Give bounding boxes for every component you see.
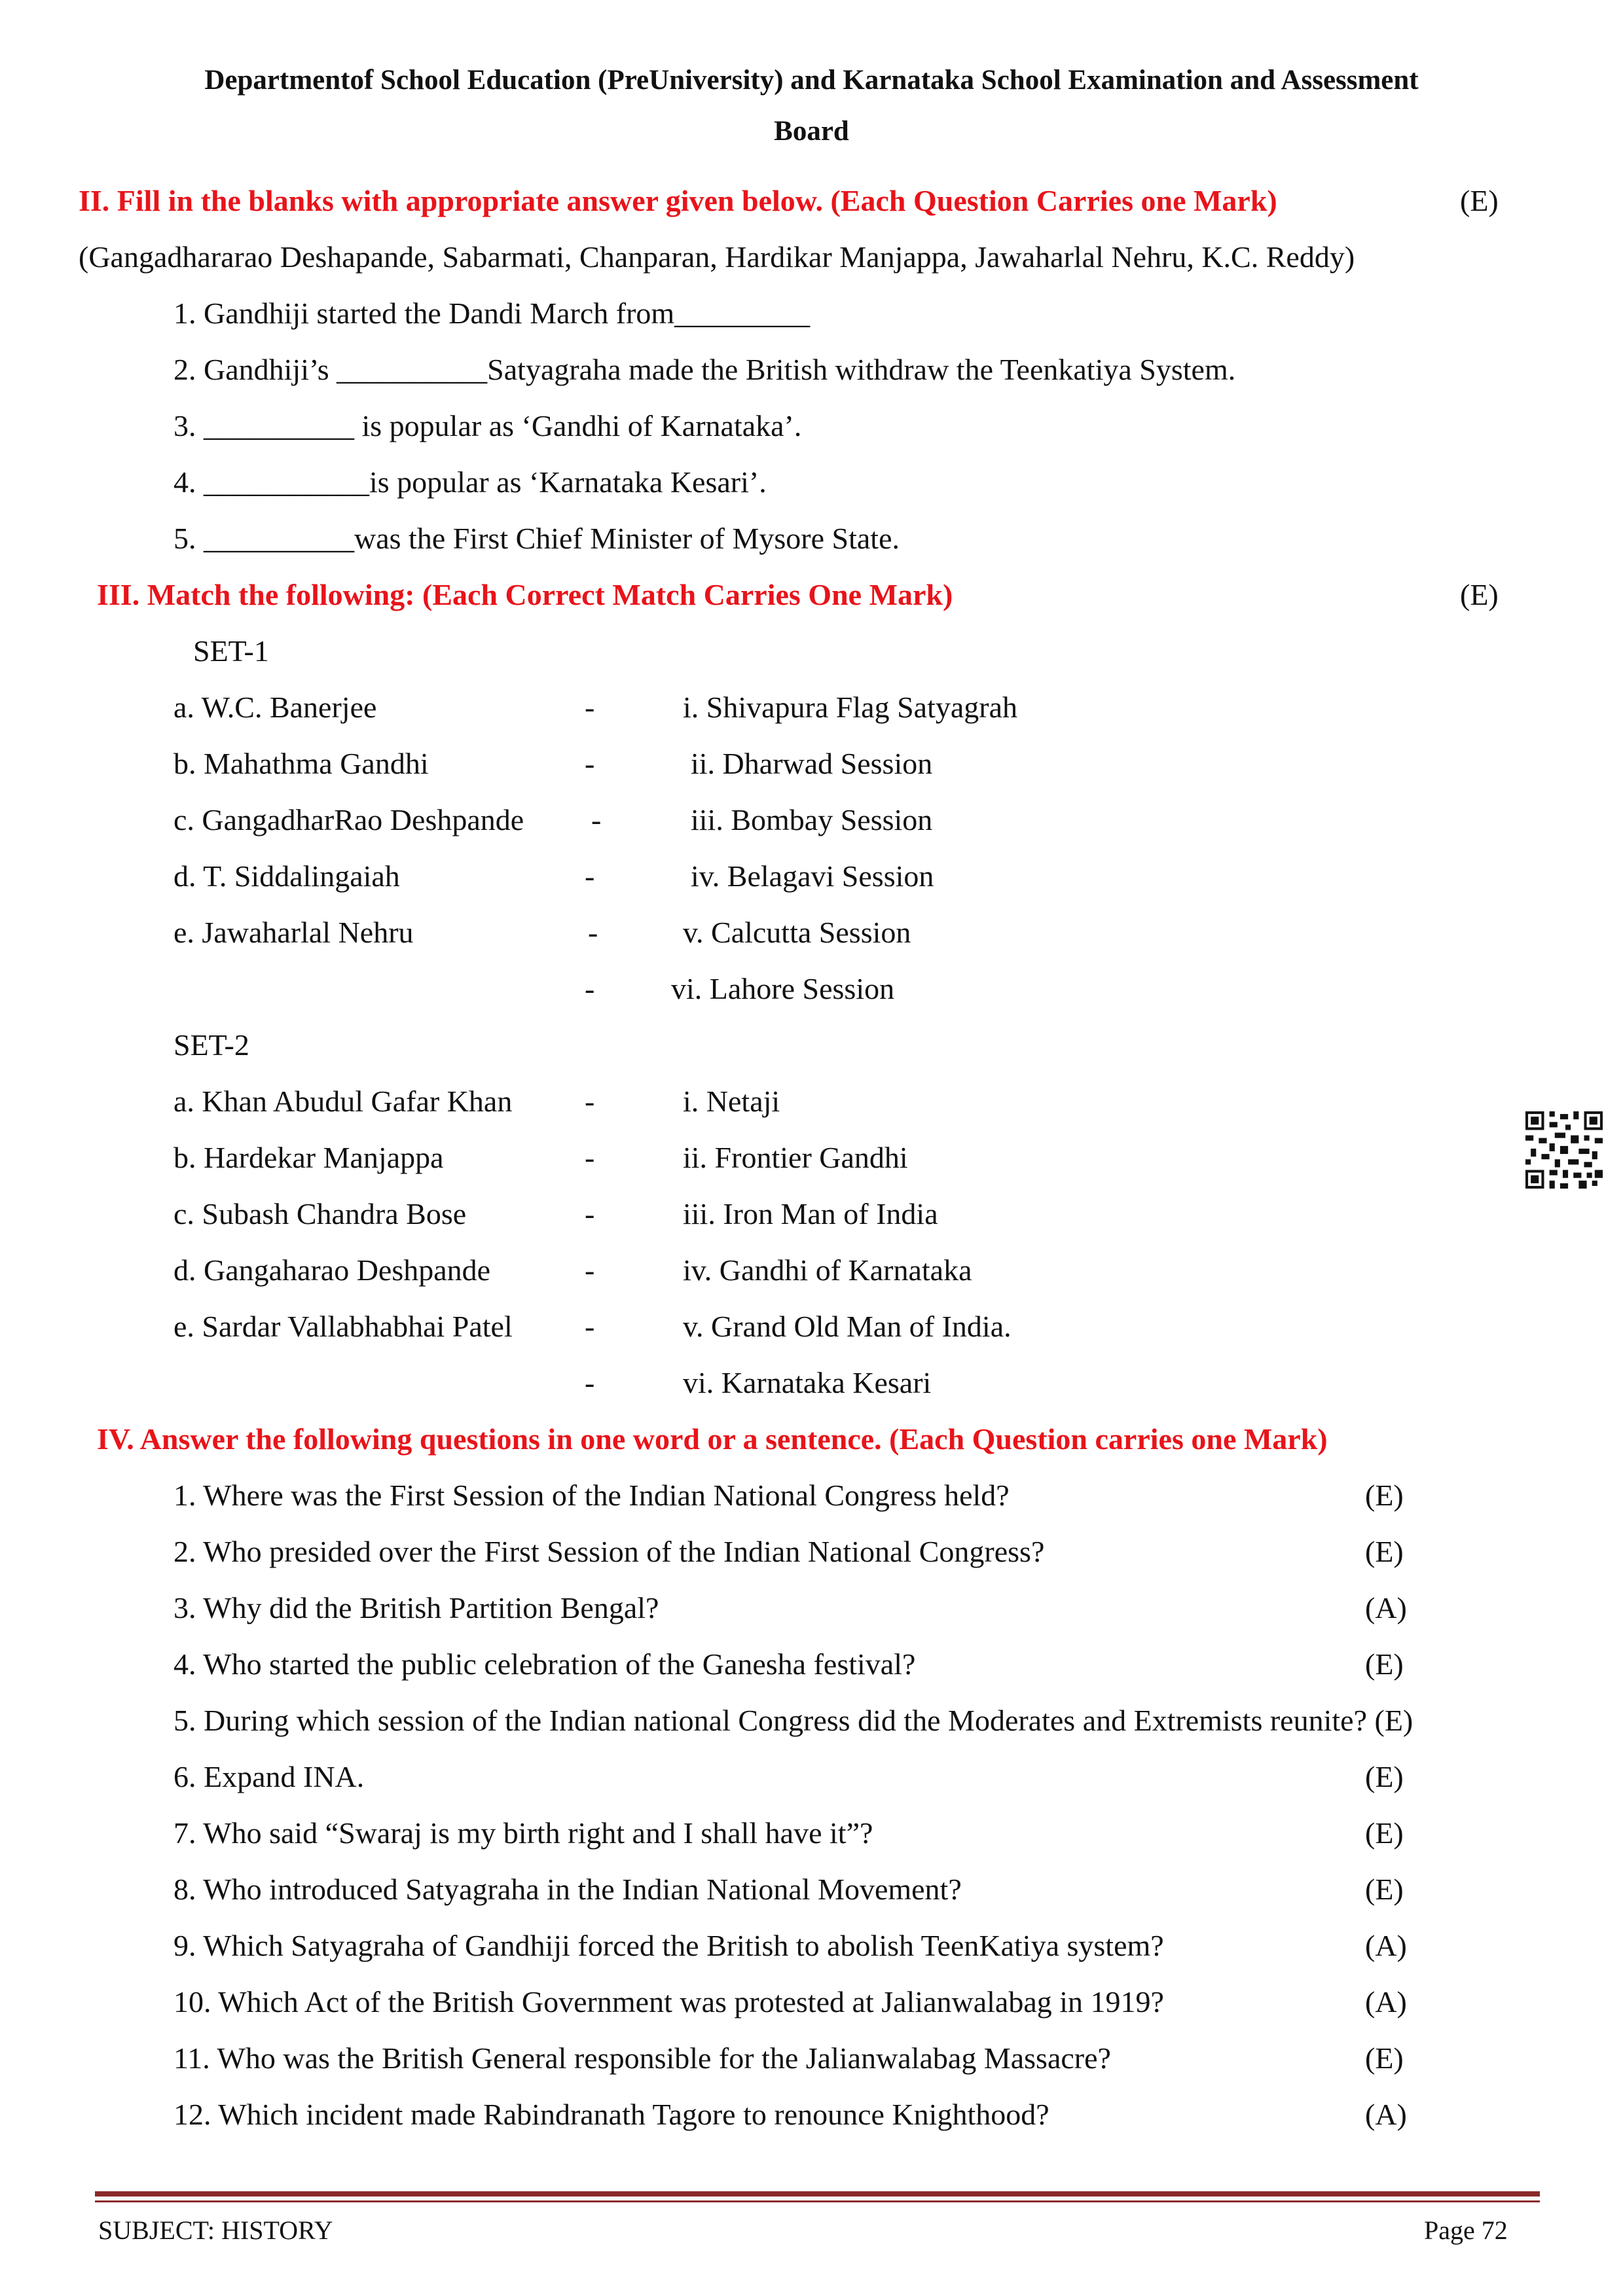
section4-title: IV. Answer the following questions in one word or a sentence. (Each Question carries one Mark)	[97, 1422, 1328, 1456]
set2-left-item: e. Sardar Vallabhabhai Patel	[173, 1310, 513, 1343]
question-tag: (A)	[1365, 2098, 1407, 2131]
set2-dash: -	[585, 1085, 595, 1118]
question-tag: (E)	[1365, 1816, 1404, 1850]
set2-left-item: c. Subash Chandra Bose	[173, 1197, 467, 1230]
set1-left-item: a. W.C. Banerjee	[173, 691, 377, 724]
question-item: 7. Who said “Swaraj is my birth right and I shall have it”?	[173, 1816, 873, 1850]
question-item: 1. Where was the First Session of the Indian National Congress held?	[173, 1479, 1010, 1512]
question-item: 6. Expand INA.	[173, 1760, 365, 1793]
section3-title: III. Match the following: (Each Correct Match Carries One Mark)	[97, 578, 953, 611]
set2-right-item: i. Netaji	[683, 1085, 780, 1118]
set1-dash: -	[585, 972, 595, 1005]
question-item: 12. Which incident made Rabindranath Tagore to renounce Knighthood?	[173, 2098, 1049, 2131]
footer-rule-thick	[95, 2191, 1540, 2197]
question-tag: (E)	[1365, 1535, 1404, 1568]
set2-left-item: d. Gangaharao Deshpande	[173, 1253, 491, 1287]
question-tag: (A)	[1365, 1929, 1407, 1962]
qr-code-icon	[1525, 1111, 1603, 1189]
set2-dash: -	[585, 1197, 595, 1230]
set1-left-item: d. T. Siddalingaiah	[173, 859, 400, 893]
set1-left-item: e. Jawaharlal Nehru	[173, 916, 414, 949]
set1-dash: -	[585, 747, 595, 780]
set2-right-item: iii. Iron Man of India	[683, 1197, 938, 1230]
set1-right-item: vi. Lahore Session	[671, 972, 895, 1005]
set1-dash: -	[585, 859, 595, 893]
header-title-line1: Departmentof School Education (PreUniversity) and Karnataka School Examination and Assessment	[204, 65, 1419, 96]
set2-right-item: iv. Gandhi of Karnataka	[683, 1253, 972, 1287]
question-item: 9. Which Satyagraha of Gandhiji forced the British to abolish TeenKatiya system?	[173, 1929, 1164, 1962]
header-title-line2: Board	[774, 116, 849, 147]
set2-dash: -	[585, 1366, 595, 1399]
footer-page-number: Page 72	[1424, 2215, 1508, 2245]
question-tag: (A)	[1365, 1985, 1407, 2018]
section3-tag: (E)	[1460, 578, 1499, 611]
set1-dash: -	[585, 691, 595, 724]
question-item: 11. Who was the British General responsible for the Jalianwalabag Massacre?	[173, 2041, 1111, 2075]
question-item: 5. During which session of the Indian national Congress did the Moderates and Extremists reunite? (E)	[173, 1704, 1413, 1737]
fill-blank-item: 1. Gandhiji started the Dandi March from_________	[173, 296, 811, 330]
set1-label: SET-1	[193, 634, 269, 668]
question-tag: (E)	[1365, 2041, 1404, 2075]
set2-left-item: b. Hardekar Manjappa	[173, 1141, 444, 1174]
fill-blank-item: 2. Gandhiji’s __________Satyagraha made the British withdraw the Teenkatiya System.	[173, 353, 1236, 386]
set2-right-item: vi. Karnataka Kesari	[683, 1366, 932, 1399]
set2-dash: -	[585, 1141, 595, 1174]
set1-dash: -	[591, 803, 602, 836]
set2-left-item: a. Khan Abudul Gafar Khan	[173, 1085, 513, 1118]
section2-tag: (E)	[1460, 184, 1499, 217]
set2-dash: -	[585, 1253, 595, 1287]
section2-options: (Gangadhararao Deshapande, Sabarmati, Chanparan, Hardikar Manjappa, Jawaharlal Nehru, K.C. Reddy)	[79, 240, 1355, 274]
question-item: 2. Who presided over the First Session of the Indian National Congress?	[173, 1535, 1045, 1568]
set1-left-item: c. GangadharRao Deshpande	[173, 803, 524, 836]
set2-right-item: v. Grand Old Man of India.	[683, 1310, 1012, 1343]
fill-blank-item: 4. ___________is popular as ‘Karnataka Kesari’.	[173, 465, 767, 499]
set2-dash: -	[585, 1310, 595, 1343]
question-item: 10. Which Act of the British Government was protested at Jalianwalabag in 1919?	[173, 1985, 1164, 2018]
set1-right-item: i. Shivapura Flag Satyagrah	[683, 691, 1018, 724]
question-item: 4. Who started the public celebration of the Ganesha festival?	[173, 1647, 916, 1681]
set1-right-item: v. Calcutta Session	[683, 916, 911, 949]
footer-rule-thin	[95, 2200, 1540, 2202]
fill-blank-item: 5. __________was the First Chief Minister of Mysore State.	[173, 522, 900, 555]
question-tag: (E)	[1365, 1647, 1404, 1681]
question-tag: (E)	[1365, 1760, 1404, 1793]
set1-right-item: ii. Dharwad Session	[691, 747, 933, 780]
question-item: 8. Who introduced Satyagraha in the Indian National Movement?	[173, 1873, 962, 1906]
set2-right-item: ii. Frontier Gandhi	[683, 1141, 908, 1174]
set1-dash: -	[588, 916, 598, 949]
set2-label: SET-2	[173, 1028, 249, 1062]
question-tag: (E)	[1365, 1479, 1404, 1512]
question-tag: (A)	[1365, 1591, 1407, 1624]
set1-right-item: iv. Belagavi Session	[691, 859, 934, 893]
footer-subject: SUBJECT: HISTORY	[98, 2215, 333, 2245]
section2-title: II. Fill in the blanks with appropriate answer given below. (Each Question Carries one Mark)	[79, 184, 1277, 217]
question-item: 3. Why did the British Partition Bengal?	[173, 1591, 659, 1624]
question-tag: (E)	[1365, 1873, 1404, 1906]
set1-right-item: iii. Bombay Session	[691, 803, 933, 836]
fill-blank-item: 3. __________ is popular as ‘Gandhi of Karnataka’.	[173, 409, 802, 442]
set1-left-item: b. Mahathma Gandhi	[173, 747, 429, 780]
